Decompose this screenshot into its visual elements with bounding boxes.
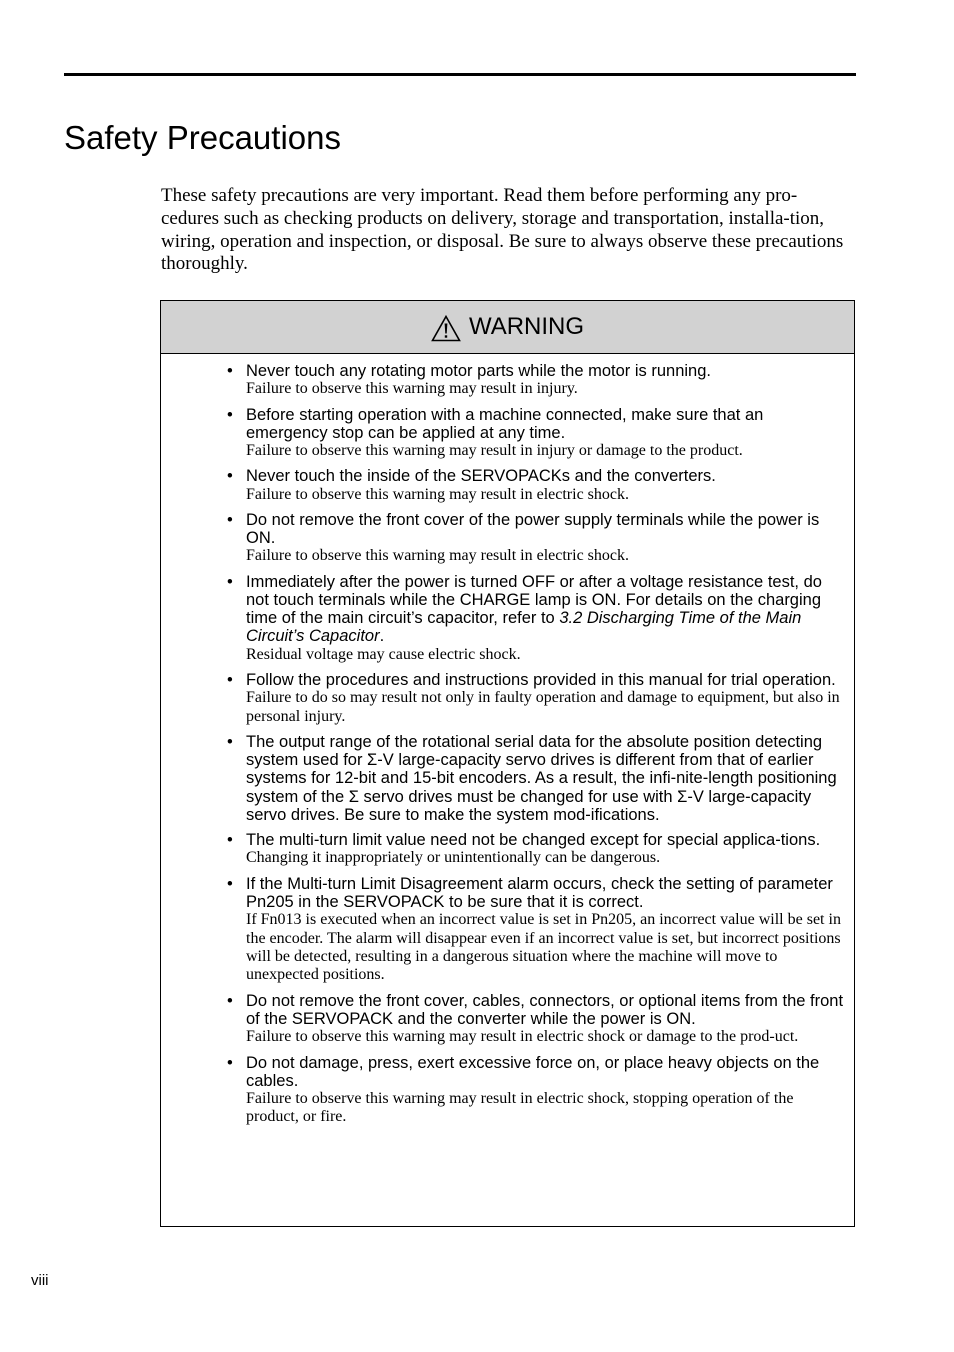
statement-end: . [379, 627, 385, 646]
bullet: • [227, 511, 233, 530]
list-item [227, 874, 844, 985]
list-item [227, 671, 844, 726]
warning-statement: Before starting operation with a machine connected, make sure that an emergency stop can be applied at any time. [246, 405, 764, 442]
warning-statement: The multi-turn limit value need not be changed except for special applica-tions. [246, 831, 821, 850]
list-item [227, 362, 844, 399]
bullet: • [227, 572, 233, 591]
bullet: • [227, 733, 233, 752]
list-item [227, 1053, 844, 1127]
bullet: • [227, 467, 233, 486]
warning-consequence: Residual voltage may cause electric shock. [246, 645, 521, 663]
warning-statement: Do not remove the front cover of the power supply terminals while the power is ON. [246, 511, 820, 548]
list-item [227, 991, 844, 1047]
warning-statement: Never touch the inside of the SERVOPACKs and the converters. [246, 467, 716, 486]
warning-consequence: Failure to do so may result not only in faulty operation and damage to equipment, but also in personal injury. [246, 689, 840, 725]
section-reference: 3.2 Discharging Time of the Main Circuit’s Capacitor [246, 609, 802, 646]
bullet: • [227, 831, 233, 850]
page-number: viii [31, 1272, 49, 1289]
warning-header [161, 301, 854, 354]
bullet: • [227, 991, 233, 1010]
warning-box [160, 300, 855, 1227]
list-item [227, 572, 844, 664]
warning-consequence: Failure to observe this warning may result in injury. [246, 380, 578, 398]
warning-consequence: If Fn013 is executed when an incorrect value is set in Pn205, an incorrect value will be set in the encoder. The alarm will disappear even if an incorrect value is set, but incorrect positions will be detected, resulting in a dangerous situation where the machine will move to unexpected positions. [246, 911, 841, 984]
warning-statement: If the Multi-turn Limit Disagreement alarm occurs, check the setting of parameter Pn205 in the SERVOPACK to be sure that it is correct. [246, 874, 833, 911]
list-item [227, 733, 844, 824]
warning-consequence: Failure to observe this warning may result in electric shock. [246, 485, 630, 503]
warning-triangle-icon [431, 315, 461, 342]
warning-statement: Do not remove the front cover, cables, connectors, or optional items from the front of the SERVOPACK and the converter while the power is ON. [246, 991, 844, 1028]
intro-paragraph: These safety precautions are very important. Read them before performing any pro-cedures such as checking products on delivery, storage and transportation, installa-tion, wiring, operation and inspection, or disposal. Be sure to always observe these precautions thoroughly. [161, 185, 844, 275]
statement-text: Immediately after the power is turned OFF or after a voltage resistance test, do not touch terminals while the CHARGE lamp is ON. For details on the charging time of the main circuit’s capacitor, refer to [246, 572, 822, 628]
warning-consequence: Failure to observe this warning may result in electric shock or damage to the prod-uct. [246, 1028, 799, 1046]
list-item [227, 511, 844, 566]
page-title: Safety Precautions [64, 119, 341, 156]
warning-consequence: Failure to observe this warning may result in electric shock, stopping operation of the product, or fire. [246, 1089, 794, 1126]
warning-title: WARNING [468, 313, 585, 340]
bullet: • [227, 671, 233, 690]
warning-list [161, 354, 854, 1127]
list-item [227, 467, 844, 504]
warning-statement: Do not damage, press, exert excessive force on, or place heavy objects on the cables. [246, 1053, 820, 1090]
top-rule [64, 73, 856, 76]
bullet: • [227, 362, 233, 380]
list-item [227, 405, 844, 461]
warning-statement: The output range of the rotational serial data for the absolute position detecting system used for Σ-V large-capacity servo drives is different from that of earlier systems for 12-bit and 15-bit encoders. As a result, the infi-nite-length positioning system of the Σ servo drives must be changed for use with Σ-V large-capacity servo drives. Be sure to make the system mod-ifications. [246, 733, 837, 824]
list-item [227, 831, 844, 868]
warning-statement [246, 573, 844, 646]
warning-consequence: Failure to observe this warning may result in injury or damage to the product. [246, 442, 743, 460]
warning-consequence: Failure to observe this warning may result in electric shock. [246, 547, 630, 565]
warning-statement: Follow the procedures and instructions provided in this manual for trial operation. [246, 671, 836, 690]
warning-statement: Never touch any rotating motor parts while the motor is running. [246, 362, 711, 380]
bullet: • [227, 405, 233, 424]
warning-consequence: Changing it inappropriately or unintentionally can be dangerous. [246, 849, 661, 867]
bullet: • [227, 874, 233, 893]
bullet: • [227, 1053, 233, 1072]
